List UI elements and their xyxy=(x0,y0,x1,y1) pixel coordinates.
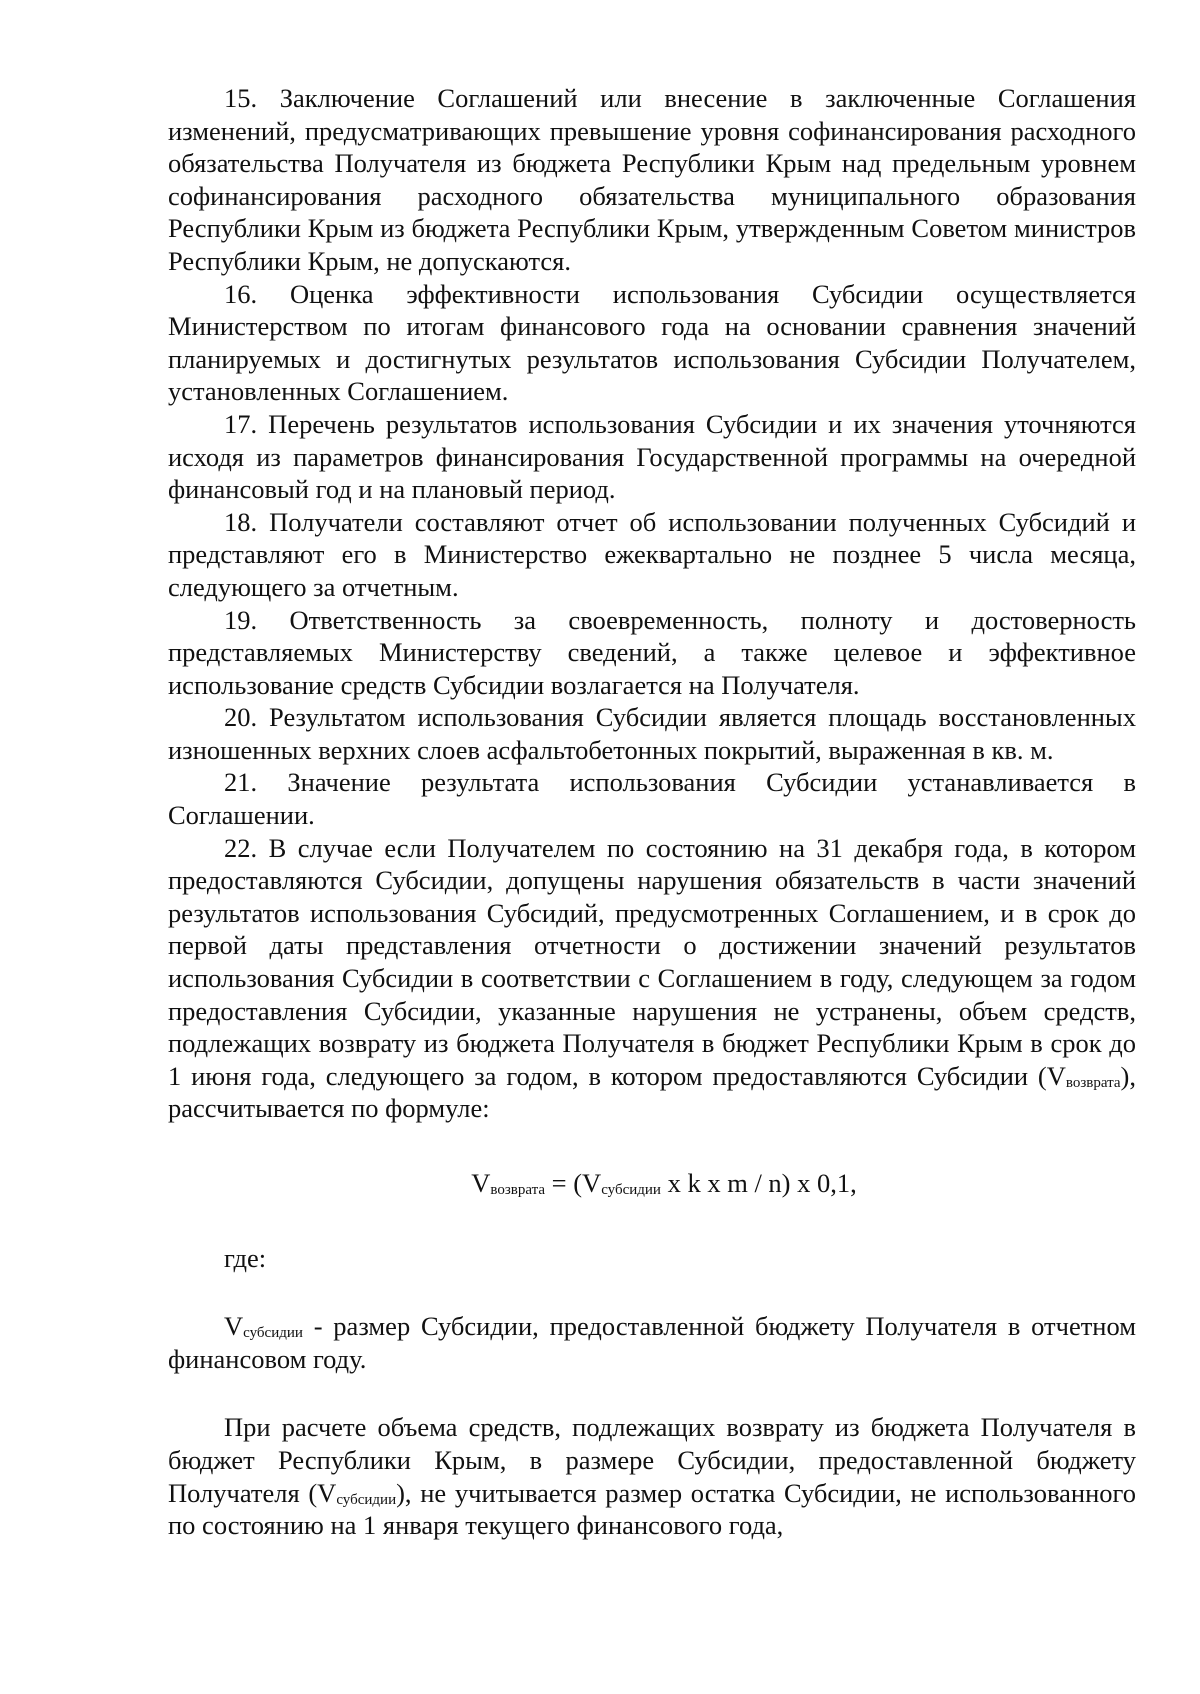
paragraph-22 xyxy=(168,832,1136,1125)
formula-sub-vozvrata: возврата xyxy=(490,1182,546,1198)
paragraph-20: 20. Результатом использования Субсидии является площадь восстановленных изношенных верхних слоев асфальтобетонных покрытий, выраженная в кв. м. xyxy=(168,702,1136,765)
paragraph-last-text: При расчете объема средств, подлежащих возврату из бюджета Получателя в бюджет Республики Крым, в размере Субсидии, предоставленной бюджету Получателя (V xyxy=(168,1412,1136,1508)
definition-text: - размер Субсидии, предоставленной бюджету Получателя в отчетном финансовом году. xyxy=(168,1311,1136,1374)
formula-mid: = (V xyxy=(545,1168,602,1198)
paragraph-18: 18. Получатели составляют отчет об использовании полученных Субсидий и представляют его в Министерство ежеквартально не позднее 5 числа месяца, следующего за отчетным. xyxy=(168,506,1136,602)
paragraph-last-sub: субсидии xyxy=(336,1491,397,1508)
definition-v-subsidii xyxy=(168,1310,1136,1375)
paragraph-16: 16. Оценка эффективности использования Субсидии осуществляется Министерством по итогам финансового года на основании сравнения значений планируемых и достигнутых результатов использования Субсидии Получателем, установленных Соглашением. xyxy=(168,278,1136,407)
where-label: где: xyxy=(224,1242,267,1273)
formula-v1: V xyxy=(471,1168,491,1198)
formula xyxy=(168,1167,1136,1200)
paragraph-15: 15. Заключение Соглашений или внесение в заключенные Соглашения изменений, предусматривающих превышение уровня софинансирования расходного обязательства Получателя из бюджета Республики Крым над предельным уровнем софинансирования расходного обязательства муниципального образования Республики Крым из бюджета Республики Крым, утвержденным Советом министров Республики Крым, не допускаются. xyxy=(168,83,1136,276)
paragraph-22-text: 22. В случае если Получателем по состоянию на 31 декабря года, в котором предоставляются Субсидии, допущены нарушения обязательств в части значений результатов использования Субсидий, предусмотренных Соглашением, и в срок до первой даты представления отчетности о достижении значений результатов использования Субсидии в соответствии с Соглашением в году, следующем за годом предоставления Субсидии, указанные нарушения не устранены, объем средств, подлежащих возврату из бюджета Получателя в бюджет Республики Крым в срок до 1 июня года, следующего за годом, в котором предоставляются Субсидии (V xyxy=(168,832,1136,1091)
paragraph-21: 21. Значение результата использования Субсидии устанавливается в Соглашении. xyxy=(168,767,1136,831)
paragraph-last-tail: ), не учитывается размер остатка Субсидии, не использованного по состоянию на 1 января текущего финансового года, xyxy=(168,1477,1136,1541)
definition-sub: субсидии xyxy=(243,1325,303,1342)
paragraph-17: 17. Перечень результатов использования Субсидии и их значения уточняются исходя из параметров финансирования Государственной программы на очередной финансовый год и на плановый период. xyxy=(168,408,1136,505)
document-body xyxy=(168,82,1136,1542)
formula-rest: x k x m / n) x 0,1, xyxy=(660,1168,857,1198)
formula-sub-subsidii: субсидии xyxy=(601,1182,661,1198)
paragraph-last xyxy=(168,1411,1136,1541)
definition-v: V xyxy=(224,1311,244,1342)
paragraph-22-tail: ), рассчитывается по формуле: xyxy=(168,1060,1136,1124)
paragraph-19: 19. Ответственность за своевременность, полноту и достоверность представляемых Министерству сведений, а также целевое и эффективное использование средств Субсидии возлагается на Получателя. xyxy=(168,604,1136,700)
subscript-vozvrata: возврата xyxy=(1065,1074,1121,1091)
